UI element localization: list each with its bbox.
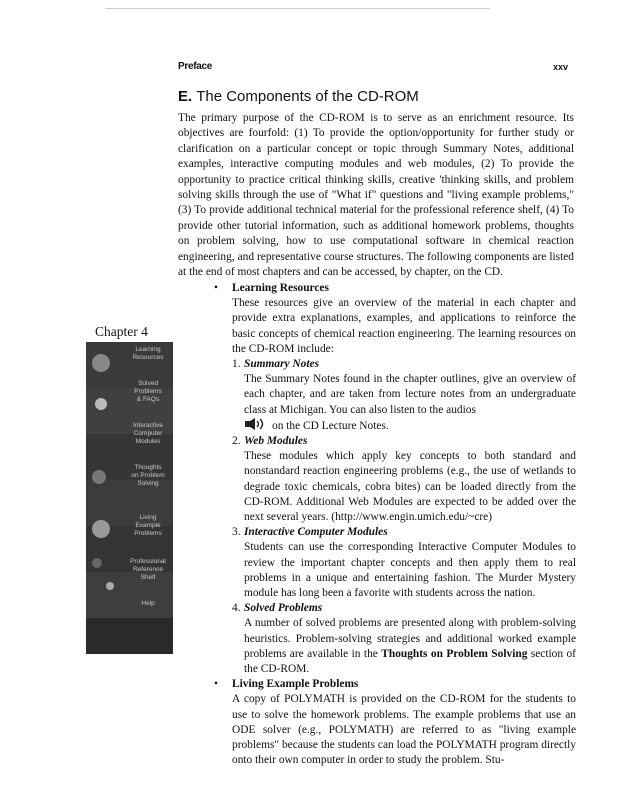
list-item [214, 357, 576, 434]
item-title: Solved Problems [244, 602, 323, 615]
thumb-item-interactive-modules: Interactive Computer Modules [133, 422, 163, 445]
thumb-item-help: Help [141, 600, 155, 607]
bullet-dot: • [214, 282, 218, 294]
thumb-item-thoughts: Thoughts on Problem Solving [131, 464, 165, 487]
section-letter: E. [178, 88, 193, 105]
chapter-label: Chapter 4 [95, 324, 148, 339]
thumb-item-reference-shelf: Professional Reference Shelf [130, 558, 166, 581]
running-header: Preface [178, 61, 213, 72]
item-number: 3. [232, 526, 241, 539]
item-number: 1. [232, 358, 241, 371]
item-text-after-icon: on the CD Lecture Notes. [272, 419, 389, 432]
item-text-wrap [244, 616, 576, 677]
sphere-icon [95, 398, 107, 410]
thumb-item-solved-problems: Solved Problems & FAQs [134, 380, 162, 403]
list-item [214, 601, 576, 677]
main-content [214, 281, 576, 769]
bullet-learning-resources [214, 281, 576, 357]
item-title: Summary Notes [244, 358, 319, 371]
item-number: 4. [232, 602, 241, 615]
top-rule [105, 8, 490, 9]
item-text: A number of solved problems are presented along with problem-solving heuristics. Problem-solving strategies and additional worked example problems are available in the [244, 617, 576, 660]
cd-menu-thumbnail [86, 342, 173, 654]
section-title-text: The Components of the CD-ROM [196, 88, 419, 105]
bullet-dot: • [214, 678, 218, 691]
page-number: xxv [553, 62, 569, 72]
audio-icon[interactable] [244, 418, 266, 430]
thoughts-link[interactable]: Thoughts on Problem Solving [381, 647, 528, 660]
item-text: The Summary Notes found in the chapter outlines, give an overview of each chapter, and are taken from lecture notes from an undergraduate class at Michigan. You can also listen to the audios [244, 373, 576, 416]
section-title [178, 88, 419, 105]
list-item [214, 434, 576, 525]
gear-icon [92, 558, 102, 568]
item-text-end: section of the CD-ROM. [244, 647, 576, 676]
intro-paragraph: The primary purpose of the CD-ROM is to serve as an enrichment resource. Its objectives are fourfold: (1) To provide the option/opportunity for further study or clarification on a particular concept or topic through Summary Notes, additional examples, interactive computing modules and web modules, (2) To provide the opportunity to practice critical thinking skills, creative 'thinking skills, and problem solving skills through the use of "What if" questions and "living example problems," (3) To provide additional technical material for the professional reference shelf, (4) To provide other tutorial information, such as additional homework problems, thoughts on problem solving, how to use computational software in chemical reaction engineering, and representative course structures. The following components are listed at the end of most chapters and can be accessed, by chapter, on the CD. [178, 112, 574, 279]
bullet-title: Living Example Problems [232, 678, 359, 691]
item-title: Interactive Computer Modules [244, 526, 388, 539]
bullet-text: These resources give an overview of the material in each chapter and provide extra explanations, examples, and applications to reinforce the basic concepts of chemical reaction engineering. The learning resources on the CD-ROM include: [232, 297, 576, 355]
item-text-wrap [244, 372, 576, 434]
computer-icon [92, 470, 106, 484]
item-text: These modules which apply key concepts to both standard and nonstandard reaction engineering problems (e.g., the use of wetlands to degrade toxic chemicals, cobra bites) can be loaded directly from the CD-ROM. Additional Web Modules are expected to be added over the next several years. (http://www.engin.umich.edu/~cre) [244, 450, 576, 524]
bullet-living-examples [214, 677, 576, 768]
shelf-icon [106, 582, 114, 590]
thumb-item-living-examples: Living Example Problems [134, 514, 162, 537]
thumb-item-learning-resources: Learning Resources [132, 346, 164, 361]
bullet-title: Learning Resources [232, 282, 329, 294]
bullet-text: A copy of POLYMATH is provided on the CD-ROM for the students to use to solve the homework problems. The example problems that use an ODE solver (e.g., POLYMATH) are referred to as "living example problems" because the students can load the POLYMATH program directly onto their own computer in order to study the problem. Stu- [232, 693, 576, 767]
book-icon [92, 354, 110, 372]
item-title: Web Modules [244, 435, 308, 448]
item-text: Students can use the corresponding Interactive Computer Modules to review the important chapter concepts and then apply them to real problems in a unique and entertaining fashion. The Murder Mystery module has long been a favorite with students across the nation. [244, 541, 576, 600]
spiral-icon [92, 520, 110, 538]
list-item [214, 525, 576, 601]
item-number: 2. [232, 435, 241, 448]
